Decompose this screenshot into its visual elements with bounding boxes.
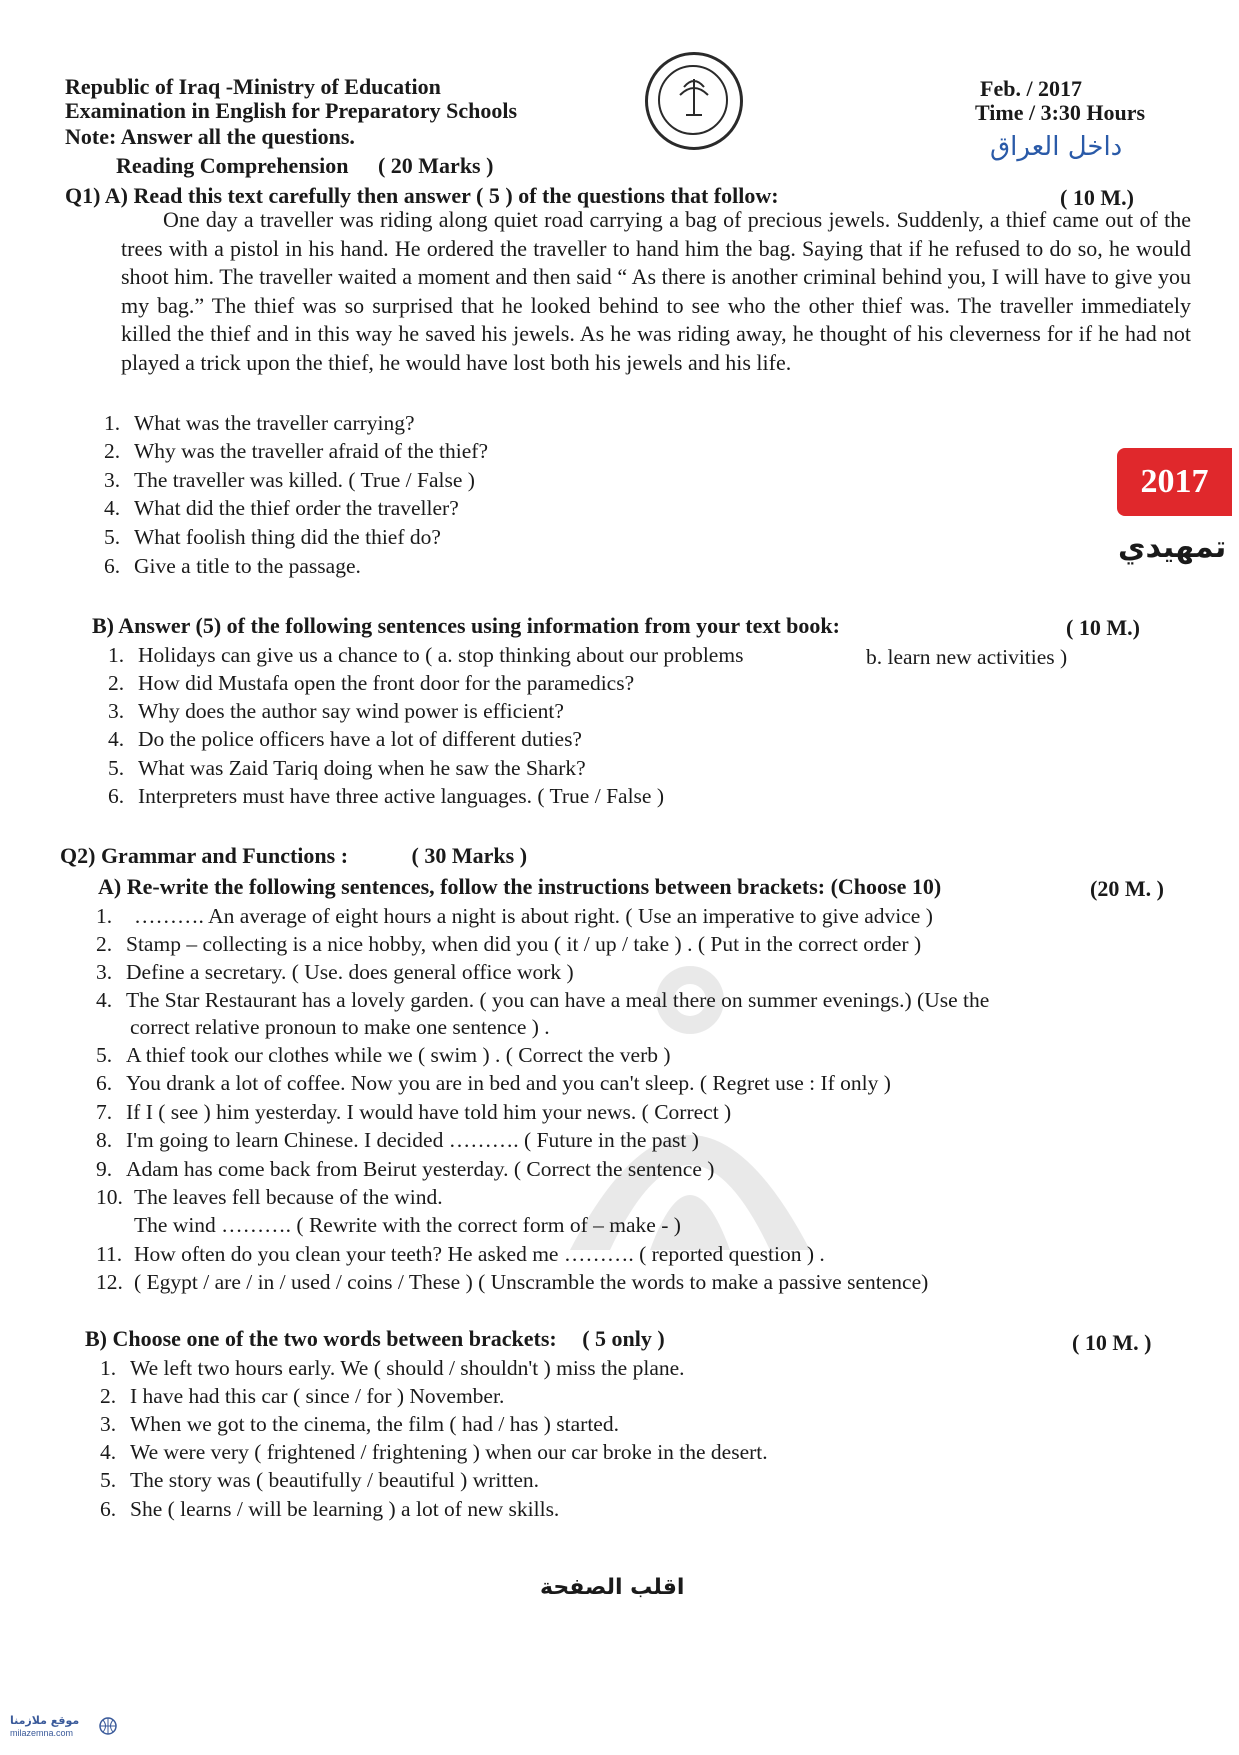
header-arabic-note: داخل العراق [990, 132, 1123, 162]
list-item: 6. Give a title to the passage. [104, 554, 361, 578]
list-item: 4. What did the thief order the traveller? [104, 496, 459, 520]
logo-url: milazemna.com [10, 1728, 74, 1738]
list-item: 6. She ( learns / will be learning ) a lot of new skills. [100, 1497, 560, 1521]
logo-arabic: موقع ملازمنا [10, 1714, 80, 1727]
section-reading-title: Reading Comprehension ( 20 Marks ) [116, 153, 494, 178]
list-item: 1. We left two hours early. We ( should / shouldn't ) miss the plane. [100, 1356, 685, 1380]
list-item: 2. I have had this car ( since / for ) November. [100, 1384, 505, 1408]
header-exam-title: Examination in English for Preparatory Schools [65, 98, 518, 123]
list-item: 7. If I ( see ) him yesterday. I would have told him your news. ( Correct ) [96, 1100, 732, 1124]
list-item: 9. Adam has come back from Beirut yesterday. ( Correct the sentence ) [96, 1157, 715, 1181]
list-item: 4. The Star Restaurant has a lovely garden. ( you can have a meal there on summer evenings.) (Use the [96, 988, 990, 1012]
list-item: 3. Why does the author say wind power is efficient? [108, 699, 564, 723]
q1b-heading: B) Answer (5) of the following sentences using information from your text book: [92, 613, 840, 638]
list-item: 6. You drank a lot of coffee. Now you are in bed and you can't sleep. ( Regret use : If only ) [96, 1071, 891, 1095]
list-item: 2. Why was the traveller afraid of the thief? [104, 439, 488, 463]
header-time: Time / 3:30 Hours [975, 100, 1146, 125]
q1a-marks: ( 10 M.) [1060, 185, 1134, 210]
list-item: 3. When we got to the cinema, the film ( had / has ) started. [100, 1412, 619, 1436]
list-item: 8. I'm going to learn Chinese. I decided ………. ( Future in the past ) [96, 1128, 699, 1152]
ministry-seal-icon [645, 52, 743, 150]
list-item: 11. How often do you clean your teeth? He asked me ………. ( reported question ) . [96, 1242, 825, 1266]
list-item-option-b: b. learn new activities ) [866, 645, 1068, 669]
turn-page-note: اقلب الصفحة [540, 1575, 685, 1600]
list-item: 4. We were very ( frightened / frightening ) when our car broke in the desert. [100, 1440, 768, 1464]
list-item: 4. Do the police officers have a lot of different duties? [108, 727, 582, 751]
site-logo [6, 1712, 126, 1742]
badge-label: تمهيدي [1118, 530, 1227, 565]
list-item: 2. Stamp – collecting is a nice hobby, when did you ( it / up / take ) . ( Put in the correct order ) [96, 932, 922, 956]
list-item: 12. ( Egypt / are / in / used / coins / These ) ( Unscramble the words to make a passive sentence) [96, 1270, 929, 1294]
list-item: 5. What foolish thing did the thief do? [104, 525, 441, 549]
list-item: 5. The story was ( beautifully / beautiful ) written. [100, 1468, 539, 1492]
q1b-marks: ( 10 M.) [1066, 615, 1140, 640]
q2b-marks: ( 10 M. ) [1072, 1330, 1152, 1355]
list-item: 1. ………. An average of eight hours a night is about right. ( Use an imperative to give advice ) [96, 904, 933, 928]
q2a-marks: (20 M. ) [1090, 876, 1164, 901]
list-item: 2. How did Mustafa open the front door for the paramedics? [108, 671, 635, 695]
list-item: 1. Holidays can give us a chance to ( a. stop thinking about our problems [108, 643, 744, 667]
reading-passage: One day a traveller was riding along quiet road carrying a bag of precious jewels. Suddenly, a thief came out of the trees with a pistol in his hand. He ordered the traveller to hand him the bag. Saying that if he refused to do so, he would shoot him. The traveller waited a moment and then said “ As there is another criminal behind you, I will have to give you my bag.” The thief was so surprised that he looked behind to see who the other thief was. The traveller immediately killed the thief and in this way he saved his jewels. As he was riding away, he thought of his cleverness for if he had not played a trick upon the thief, he would have lost both his jewels and his life. [121, 207, 1191, 375]
list-item-continuation: The wind ………. ( Rewrite with the correct form of – make - ) [134, 1213, 681, 1237]
list-item-continuation: correct relative pronoun to make one sentence ) . [130, 1015, 550, 1039]
q1a-heading: Q1) A) Read this text carefully then answer ( 5 ) of the questions that follow: [65, 183, 779, 208]
globe-icon [98, 1716, 118, 1736]
list-item: 5. What was Zaid Tariq doing when he saw the Shark? [108, 756, 586, 780]
year-badge: 2017 [1117, 448, 1232, 516]
list-item: 3. Define a secretary. ( Use. does general office work ) [96, 960, 574, 984]
header-date: Feb. / 2017 [980, 76, 1083, 101]
list-item: 5. A thief took our clothes while we ( swim ) . ( Correct the verb ) [96, 1043, 671, 1067]
list-item: 6. Interpreters must have three active languages. ( True / False ) [108, 784, 664, 808]
list-item: 1. What was the traveller carrying? [104, 411, 415, 435]
q2a-heading: A) Re-write the following sentences, follow the instructions between brackets: (Choose 10) [98, 874, 942, 899]
header-note: Note: Answer all the questions. [65, 124, 355, 149]
q2b-heading: B) Choose one of the two words between brackets: ( 5 only ) [85, 1326, 665, 1351]
list-item: 3. The traveller was killed. ( True / False ) [104, 468, 475, 492]
q2-heading: Q2) Grammar and Functions : ( 30 Marks ) [60, 843, 528, 868]
list-item: 10. The leaves fell because of the wind. [96, 1185, 443, 1209]
header-ministry: Republic of Iraq -Ministry of Education [65, 74, 441, 99]
